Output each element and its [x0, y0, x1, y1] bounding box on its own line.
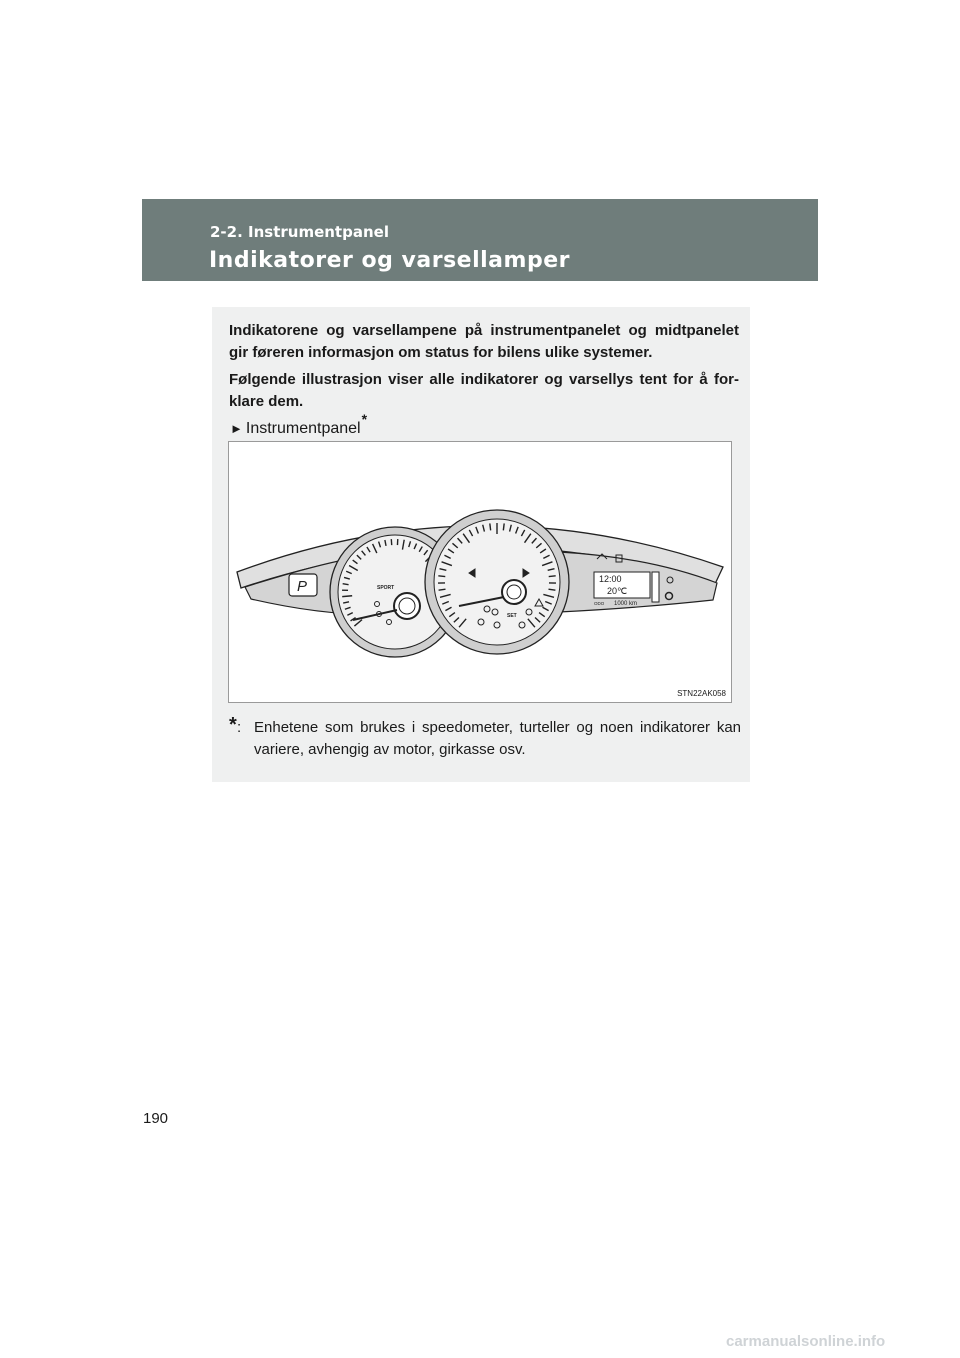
sub-heading [230, 407, 367, 441]
section-header [142, 199, 818, 281]
footnote-text: Enhetene som brukes i speedometer, turteller og noen indikatorer kan variere, avhengig av motor, girkasse osv. [254, 719, 741, 758]
gauge-tick [548, 589, 555, 590]
content-box [212, 307, 750, 782]
asterisk-marker: * [361, 411, 368, 427]
display-temp: 20℃ [607, 586, 628, 596]
figure-code: STN22AK058 [677, 689, 726, 698]
footnote-asterisk: * [229, 714, 237, 736]
intro-paragraph: Indikatorene og varsellampene på instrumentpanelet og midtpanelet gir føreren informasjon om status for bilens ulike systemer. [229, 322, 739, 361]
gear-p-text: P [297, 578, 308, 595]
gauge-tick [549, 576, 556, 577]
gauge-tick [342, 596, 352, 597]
gauge-tick [439, 589, 446, 590]
sport-label: SPORT [377, 585, 395, 591]
gauge-tick [490, 523, 491, 530]
gauge-tick [343, 584, 349, 585]
sub-heading-label: Instrumentpanel [245, 420, 361, 437]
gauge-tick [438, 576, 445, 577]
page-title: Indikatorer og varsellamper [209, 248, 570, 273]
set-label: SET [507, 613, 517, 619]
instrument-cluster-drawing [229, 442, 731, 702]
footnote-colon: : [237, 719, 242, 736]
illustration-paragraph: Følgende illustrasjon viser alle indikatorer og varsellys tent for å for-klare dem. [229, 371, 739, 410]
footnote [229, 714, 741, 761]
watermark-text[interactable]: carmanualsonline.info [726, 1333, 886, 1350]
display-odo-label: ODO [594, 601, 605, 606]
display-time: 12:00 [599, 574, 622, 584]
instrument-panel-illustration [228, 441, 732, 703]
section-label: 2-2. Instrumentpanel [210, 223, 389, 241]
page-number: 190 [143, 1110, 169, 1127]
gauge-tick [503, 523, 504, 530]
display-odo-value: 1000 km [614, 601, 638, 607]
triangle-bullet-icon: ► [230, 421, 243, 436]
